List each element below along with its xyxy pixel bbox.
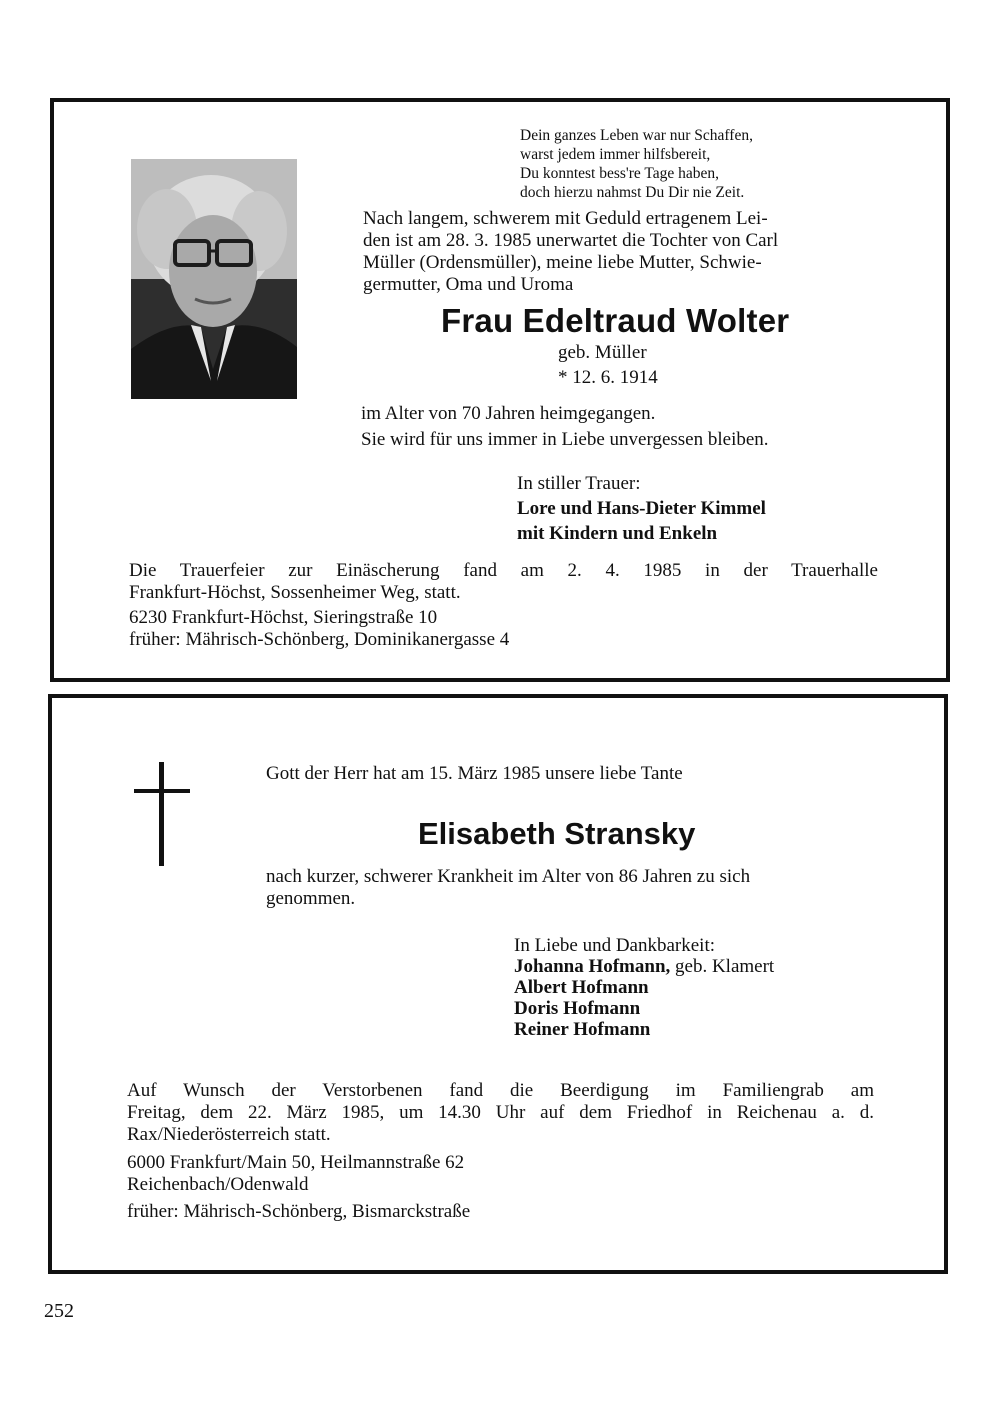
text-line: Rax/Niederösterreich statt. [127,1124,331,1145]
portrait-photo [131,159,297,399]
memorial-poem [520,126,753,202]
address-block [127,1152,464,1196]
text-line: Nach langem, schwerem mit Geduld ertragenem Lei- [363,208,768,229]
ceremony-text [129,560,878,604]
cross-icon [159,762,164,866]
poem-line: Du konntest bess're Tage haben, [520,165,719,182]
portrait-illustration [131,159,297,399]
deceased-name: Elisabeth Stransky [418,816,696,851]
burial-text [127,1080,874,1146]
text-line: Die Trauerfeier zur Einäscherung fand am 2. 4. 1985 in der Trauerhalle [129,560,878,581]
birth-date: * 12. 6. 1914 [558,367,658,388]
mourner-line: Lore und Hans-Dieter Kimmel [517,498,766,519]
poem-line: Dein ganzes Leben war nur Schaffen, [520,127,753,144]
mourner-name: Johanna Hofmann, [514,956,671,977]
birth-name: geb. Müller [558,342,647,363]
mourner-note: geb. Klamert [670,956,775,977]
death-announcement-text [363,208,778,296]
text-line: Sie wird für uns immer in Liebe unvergessen bleiben. [361,429,769,450]
death-text [266,866,750,910]
mourners-block [514,935,774,1040]
obituary-notice-wolter [50,98,950,682]
mourner-line: Doris Hofmann [514,998,641,1019]
obituary-notice-stransky [48,694,948,1274]
address-line: 6230 Frankfurt-Höchst, Sieringstraße 10 [129,607,438,628]
mourner-line: mit Kindern und Enkeln [517,523,718,544]
age-text [361,401,769,453]
mourning-intro: In Liebe und Dankbarkeit: [514,935,716,956]
address-block [129,607,509,651]
mourner-line [514,956,774,977]
poem-line: warst jedem immer hilfsbereit, [520,146,711,163]
text-line: Freitag, dem 22. März 1985, um 14.30 Uhr auf dem Friedhof in Reichenau a. d. [127,1102,874,1123]
text-line: im Alter von 70 Jahren heimgegangen. [361,403,656,424]
address-line: 6000 Frankfurt/Main 50, Heilmannstraße 62 [127,1152,465,1173]
announcement-intro: Gott der Herr hat am 15. März 1985 unsere liebe Tante [266,763,683,784]
text-line: Auf Wunsch der Verstorbenen fand die Beerdigung im Familiengrab am [127,1080,874,1101]
poem-line: doch hierzu nahmst Du Dir nie Zeit. [520,184,745,201]
text-line: germutter, Oma und Uroma [363,274,574,295]
mourning-intro: In stiller Trauer: [517,473,641,494]
text-line: den ist am 28. 3. 1985 unerwartet die Tochter von Carl [363,230,779,251]
mourners-block [517,471,766,546]
text-line: genommen. [266,888,356,909]
text-line: nach kurzer, schwerer Krankheit im Alter von 86 Jahren zu sich [266,866,751,887]
former-address: früher: Mährisch-Schönberg, Bismarckstraße [127,1201,471,1222]
birth-details [558,340,658,390]
address-line: Reichenbach/Odenwald [127,1174,309,1195]
text-line: Müller (Ordensmüller), meine liebe Mutter, Schwie- [363,252,762,273]
text-line: Frankfurt-Höchst, Sossenheimer Weg, statt. [129,582,461,603]
page-number: 252 [44,1300,74,1322]
mourner-line: Albert Hofmann [514,977,649,998]
cross-icon-bar [134,789,190,793]
deceased-name: Frau Edeltraud Wolter [441,302,790,339]
mourner-line: Reiner Hofmann [514,1019,651,1040]
address-line: früher: Mährisch-Schönberg, Dominikanergasse 4 [129,629,510,650]
